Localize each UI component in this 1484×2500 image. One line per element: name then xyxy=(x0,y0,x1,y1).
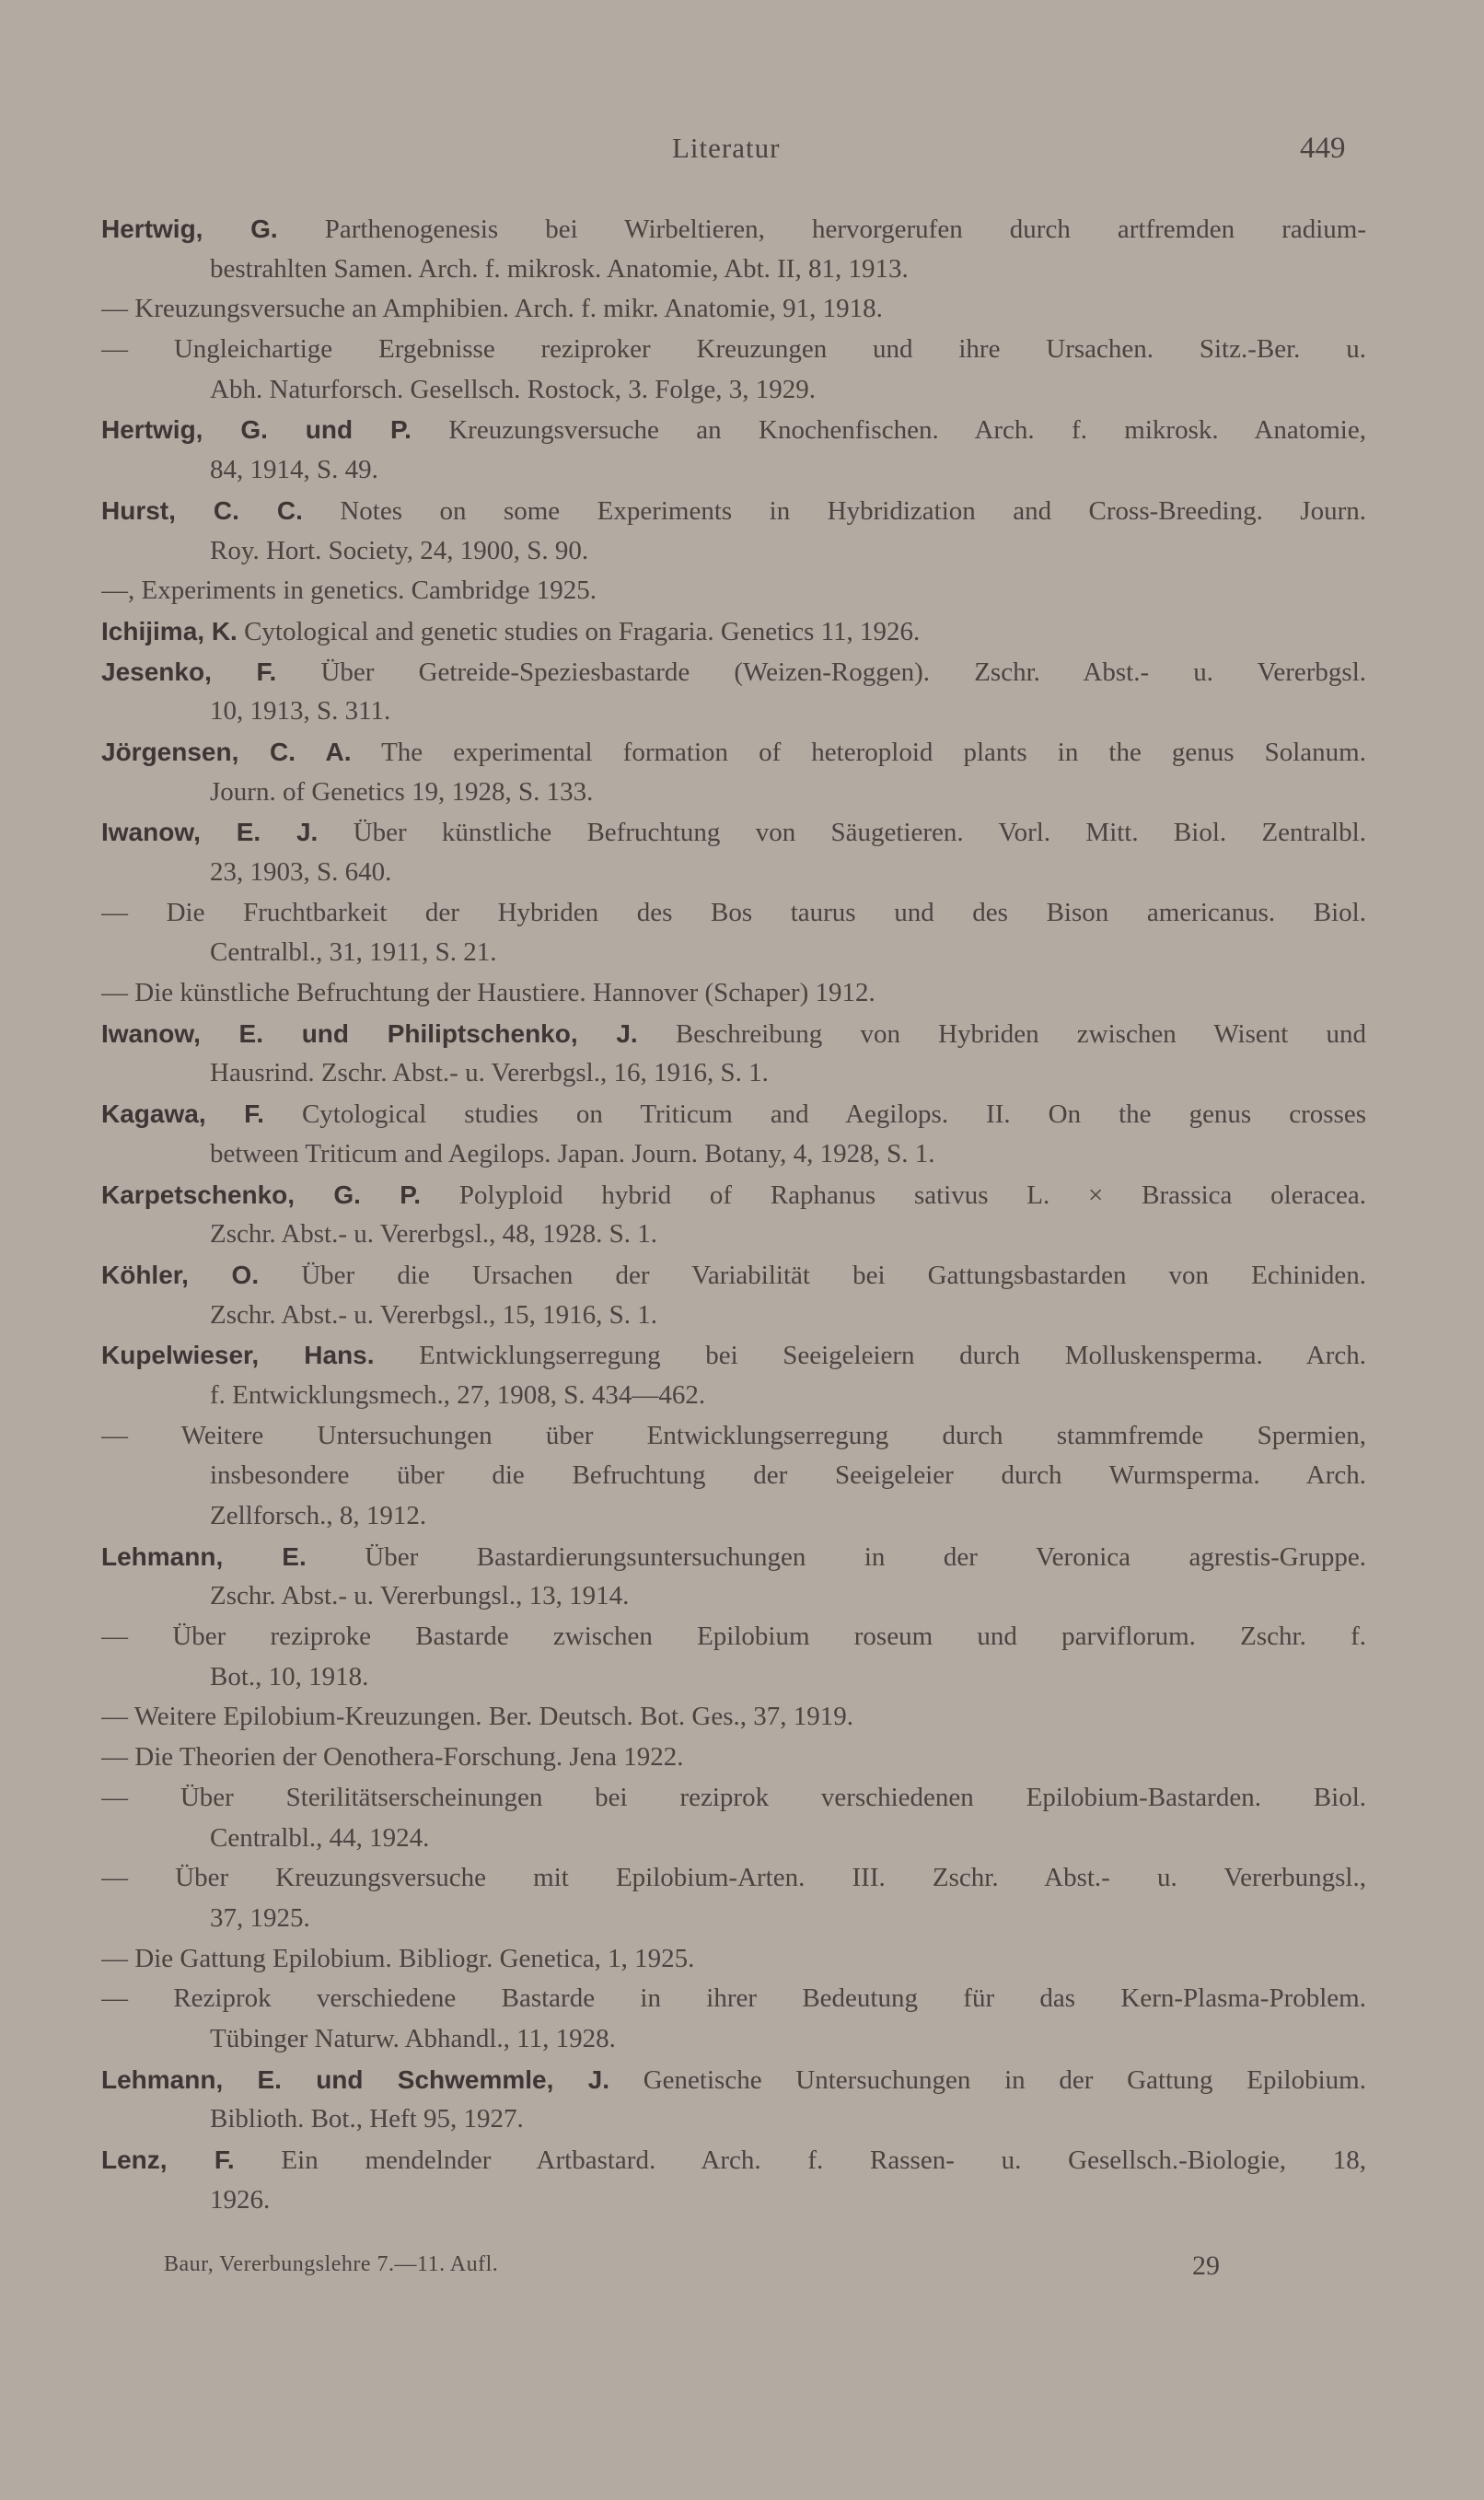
entry-text: — Über Sterilitätserscheinungen bei reziprok verschiedenen Epilobium-Bastarden. Biol. xyxy=(101,1782,1366,1812)
entry-text: Cytological and genetic studies on Fragaria. Genetics 11, 1926. xyxy=(237,616,921,646)
bibliography-entry xyxy=(101,1416,1366,1537)
bibliography-entry xyxy=(101,1617,1366,1697)
entry-author: Ichijima, K. xyxy=(101,616,238,645)
entry-continuation-line xyxy=(101,1215,1366,1255)
entry-text: Cytological studies on Triticum and Aegilops. II. On the genus crosses xyxy=(263,1099,1366,1130)
entry-text: 84, 1914, S. 49. xyxy=(210,455,378,485)
entry-text: — Die künstliche Befruchtung der Haustiere. Hannover (Schaper) 1912. xyxy=(101,978,875,1008)
bibliography-entry xyxy=(101,1738,1366,1778)
entry-author: Kupelwieser, Hans. xyxy=(101,1341,375,1370)
entry-text: 23, 1903, S. 640. xyxy=(210,857,392,887)
bibliography-entry xyxy=(101,209,1366,289)
entry-continuation-line xyxy=(101,531,1366,572)
entry-first-line xyxy=(101,1255,1366,1296)
entry-text: — Reziprok verschiedene Bastarde in ihrer Bedeutung für das Kern-Plasma-Problem. xyxy=(101,1983,1366,2014)
entry-first-line xyxy=(101,1335,1366,1376)
entry-author: Hurst, C. C. xyxy=(101,495,303,525)
entry-first-line xyxy=(101,491,1366,531)
bibliography-entry xyxy=(101,973,1366,1014)
bibliography-entry xyxy=(101,1175,1366,1255)
entry-first-line xyxy=(101,1175,1366,1215)
bibliography-entry xyxy=(101,571,1366,611)
entry-text: Hausrind. Zschr. Abst.- u. Vererbgsl., 16, 1916, S. 1. xyxy=(210,1058,769,1088)
entry-text: 37, 1925. xyxy=(210,1902,310,1933)
entry-first-line xyxy=(101,1778,1366,1819)
bibliography-entry xyxy=(101,893,1366,973)
bibliography-entry xyxy=(101,1255,1366,1335)
bibliography-entry xyxy=(101,1939,1366,1980)
entry-text: — Über Kreuzungsversuche mit Epilobium-Arten. III. Zschr. Abst.- u. Vererbungsl., xyxy=(101,1863,1366,1893)
entry-text: —, Experiments in genetics. Cambridge 1925. xyxy=(101,576,597,606)
entry-text: Journ. of Genetics 19, 1928, S. 133. xyxy=(210,776,594,807)
entry-text: Entwicklungserregung bei Seeigeleiern durch Molluskensperma. Arch. xyxy=(374,1341,1366,1371)
bibliography-entry xyxy=(101,2060,1366,2140)
entry-text: Biblioth. Bot., Heft 95, 1927. xyxy=(210,2104,524,2134)
entry-text: — Weitere Epilobium-Kreuzungen. Ber. Deutsch. Bot. Ges., 37, 1919. xyxy=(101,1702,854,1732)
entry-continuation-line xyxy=(101,853,1366,893)
entry-text: Zschr. Abst.- u. Vererbgsl., 48, 1928. S. 1. xyxy=(210,1219,658,1250)
entry-text: Über Getreide-Speziesbastarde (Weizen-Roggen). Zschr. Abst.- u. Vererbgsl. xyxy=(276,657,1366,687)
entry-continuation-line xyxy=(101,773,1366,813)
entry-text: — Weitere Untersuchungen über Entwicklungserregung durch stammfremde Spermien, xyxy=(101,1420,1366,1450)
bibliography-entry xyxy=(101,1979,1366,2059)
entry-first-line xyxy=(101,1537,1366,1577)
entry-first-line xyxy=(101,973,1366,1014)
entry-text: — Kreuzungsversuche an Amphibien. Arch. f. mikr. Anatomie, 91, 1918. xyxy=(101,294,883,324)
entry-text: — Ungleichartige Ergebnisse reziproker Kreuzungen und ihre Ursachen. Sitz.-Ber. u. xyxy=(101,334,1366,365)
bibliography-entry xyxy=(101,611,1366,652)
entry-continuation-line xyxy=(101,933,1366,973)
entry-text: Über Bastardierungsuntersuchungen in der Veronica agrestis-Gruppe. xyxy=(306,1541,1366,1572)
page-footer xyxy=(0,2252,1484,2285)
entry-text: Centralbl., 44, 1924. xyxy=(210,1822,430,1853)
entry-text: bestrahlten Samen. Arch. f. mikrosk. Anatomie, Abt. II, 81, 1913. xyxy=(210,253,909,284)
entry-text: between Triticum and Aegilops. Japan. Journ. Botany, 4, 1928, S. 1. xyxy=(210,1138,935,1169)
entry-text: Roy. Hort. Society, 24, 1900, S. 90. xyxy=(210,535,589,565)
entry-author: Hertwig, G. xyxy=(101,215,278,243)
bibliography-entry xyxy=(101,491,1366,571)
entry-continuation-line xyxy=(101,2019,1366,2060)
entry-text: Beschreibung von Hybriden zwischen Wisent und xyxy=(637,1018,1366,1049)
entry-continuation-line xyxy=(101,1376,1366,1416)
entry-text: — Über reziproke Bastarde zwischen Epilobium roseum und parviflorum. Zschr. f. xyxy=(101,1622,1366,1652)
entry-first-line xyxy=(101,330,1366,370)
entry-continuation-line xyxy=(101,1657,1366,1698)
bibliography-entry xyxy=(101,652,1366,732)
entry-first-line xyxy=(101,2060,1366,2100)
entry-text: Polyploid hybrid of Raphanus sativus L. × Brassica oleracea. xyxy=(421,1180,1366,1210)
entry-text: Notes on some Experiments in Hybridization and Cross-Breeding. Journ. xyxy=(302,495,1366,526)
entry-continuation-line xyxy=(101,250,1366,290)
entry-first-line xyxy=(101,1617,1366,1657)
entry-continuation-line xyxy=(101,370,1366,411)
entry-author: Jörgensen, C. A. xyxy=(101,737,352,766)
entry-text: Kreuzungsversuche an Knochenfischen. Arch. f. mikrosk. Anatomie, xyxy=(411,415,1366,446)
entry-continuation-line xyxy=(101,1134,1366,1175)
entry-continuation-line xyxy=(101,1296,1366,1336)
entry-continuation-line xyxy=(101,1456,1366,1496)
entry-text: f. Entwicklungsmech., 27, 1908, S. 434—462. xyxy=(210,1379,706,1410)
entry-text: Tübinger Naturw. Abhandl., 11, 1928. xyxy=(210,2023,616,2053)
bibliography-entry xyxy=(101,1858,1366,1938)
entry-continuation-line xyxy=(101,2180,1366,2221)
entry-continuation-line xyxy=(101,1899,1366,1939)
entry-text: — Die Gattung Epilobium. Bibliogr. Genetica, 1, 1925. xyxy=(101,1943,695,1973)
bibliography-entry xyxy=(101,812,1366,892)
entry-text: 1926. xyxy=(210,2184,271,2215)
entry-author: Köhler, O. xyxy=(101,1260,260,1289)
signature-mark: 29 xyxy=(1192,2250,1220,2281)
bibliography-entry xyxy=(101,732,1366,812)
entry-text: — Die Theorien der Oenothera-Forschung. Jena 1922. xyxy=(101,1742,684,1773)
entry-first-line xyxy=(101,732,1366,773)
bibliography-entry xyxy=(101,330,1366,410)
entry-continuation-line xyxy=(101,692,1366,732)
bibliography-entry xyxy=(101,1094,1366,1174)
entry-text: Abh. Naturforsch. Gesellsch. Rostock, 3. Folge, 3, 1929. xyxy=(210,374,817,404)
entry-text: Centralbl., 31, 1911, S. 21. xyxy=(210,937,497,968)
entry-continuation-line xyxy=(101,1576,1366,1617)
entry-continuation-line xyxy=(101,1819,1366,1859)
bibliography-entry xyxy=(101,1335,1366,1415)
entry-text: Bot., 10, 1918. xyxy=(210,1661,369,1692)
entry-continuation-line xyxy=(101,450,1366,491)
entry-author: Lehmann, E. und Schwemmle, J. xyxy=(101,2064,610,2094)
bibliography-entry xyxy=(101,2140,1366,2220)
entry-first-line xyxy=(101,2140,1366,2180)
entry-text: — Die Fruchtbarkeit der Hybriden des Bos taurus und des Bison americanus. Biol. xyxy=(101,897,1366,927)
bibliography-entry xyxy=(101,289,1366,330)
entry-first-line xyxy=(101,1697,1366,1738)
entry-author: Lenz, F. xyxy=(101,2145,235,2174)
entry-text: Ein mendelnder Artbastard. Arch. f. Rassen- u. Gesellsch.-Biologie, 18, xyxy=(234,2145,1366,2175)
entry-first-line xyxy=(101,1939,1366,1980)
entry-first-line xyxy=(101,652,1366,692)
entry-text: Zschr. Abst.- u. Vererbgsl., 15, 1916, S. 1. xyxy=(210,1299,658,1330)
bibliography-entry xyxy=(101,1537,1366,1617)
entry-author: Lehmann, E. xyxy=(101,1541,307,1571)
entry-first-line xyxy=(101,289,1366,330)
entry-first-line xyxy=(101,1979,1366,2019)
entry-first-line xyxy=(101,410,1366,450)
entry-first-line xyxy=(101,893,1366,934)
entry-continuation-line xyxy=(101,1496,1366,1537)
entry-first-line xyxy=(101,611,1366,652)
entry-text: Zschr. Abst.- u. Vererbungsl., 13, 1914. xyxy=(210,1581,630,1611)
entry-text: Über die Ursachen der Variabilität bei Gattungsbastarden von Echiniden. xyxy=(259,1260,1366,1290)
entry-author: Karpetschenko, G. P. xyxy=(101,1180,422,1209)
entry-first-line xyxy=(101,1858,1366,1899)
bibliography-entry xyxy=(101,1697,1366,1738)
page-header xyxy=(0,132,1484,169)
entry-author: Jesenko, F. xyxy=(101,657,277,686)
entry-continuation-line xyxy=(101,2099,1366,2140)
entry-text: Parthenogenesis bei Wirbeltieren, hervorgerufen durch artfremden radium- xyxy=(277,215,1366,244)
entry-text: insbesondere über die Befruchtung der Seeigeleier durch Wurmsperma. Arch. xyxy=(210,1460,1366,1491)
entry-author: Hertwig, G. und P. xyxy=(101,415,412,445)
entry-text: Zellforsch., 8, 1912. xyxy=(210,1501,427,1530)
entry-first-line xyxy=(101,812,1366,853)
entry-text: Genetische Untersuchungen in der Gattung Epilobium. xyxy=(609,2064,1366,2095)
entry-author: Iwanow, E. und Philiptschenko, J. xyxy=(101,1018,638,1048)
page-number: 449 xyxy=(1300,132,1346,165)
entry-text: The experimental formation of heteroploid plants in the genus Solanum. xyxy=(351,737,1366,767)
entry-author: Kagawa, F. xyxy=(101,1099,264,1129)
entry-first-line xyxy=(101,1738,1366,1778)
entry-text: Über künstliche Befruchtung von Säugetieren. Vorl. Mitt. Biol. Zentralbl. xyxy=(318,818,1366,848)
entry-first-line xyxy=(101,1014,1366,1054)
running-title: Literatur xyxy=(672,132,781,164)
entry-first-line xyxy=(101,1094,1366,1134)
bibliography-entry xyxy=(101,410,1366,490)
bibliography-entry xyxy=(101,1014,1366,1094)
entry-text: 10, 1913, S. 311. xyxy=(210,696,391,727)
bibliography-list xyxy=(101,209,1366,2220)
entry-first-line xyxy=(101,571,1366,611)
entry-author: Iwanow, E. J. xyxy=(101,818,319,847)
entry-first-line xyxy=(101,209,1366,250)
entry-first-line xyxy=(101,1416,1366,1457)
footer-publisher: Baur, Vererbungslehre 7.—11. Aufl. xyxy=(164,2252,499,2276)
bibliography-entry xyxy=(101,1778,1366,1858)
entry-continuation-line xyxy=(101,1053,1366,1094)
